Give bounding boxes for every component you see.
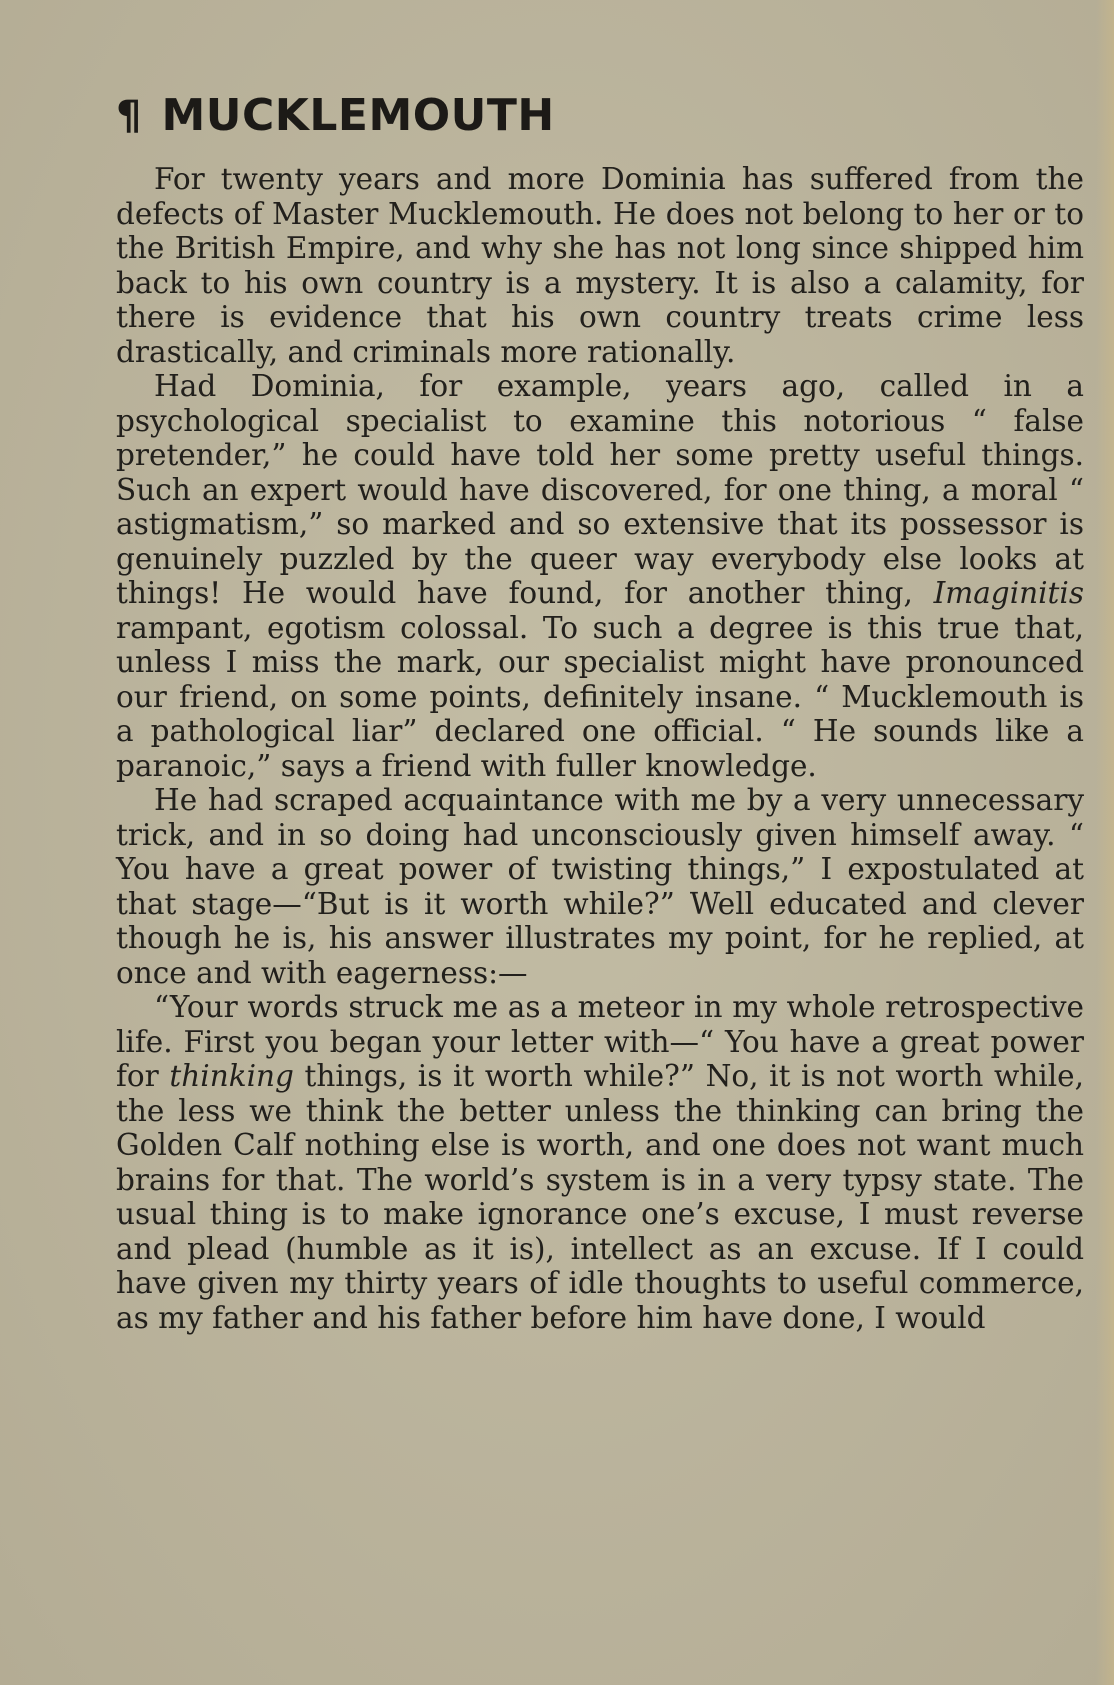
page-edge	[1096, 0, 1114, 1685]
paragraph	[116, 162, 1084, 369]
paragraph	[116, 990, 1084, 1335]
paragraph	[116, 783, 1084, 990]
text-run: For twenty years and more Dominia has suffered from the defects of Master Mucklemouth. He does not belong to her or to the British Empire, and why she has not long since shipped him back to his own country is a mystery. It is also a calamity, for there is evidence that his own country treats crime less drastically, and criminals more rationally.	[116, 162, 1084, 369]
text-run: Had Dominia, for example, years ago, called in a psychological specialist to examine this notorious “ false pretender,” he could have told her some pretty useful things. Such an expert would have discovered, for one thing, a moral “ astigmatism,” so marked and so extensive that its possessor is genuinely puzzled by the queer way everybody else looks at things! He would have found, for another thing,	[116, 369, 1084, 610]
italic-term: Imaginitis	[933, 576, 1084, 610]
italic-term: thinking	[169, 1059, 294, 1093]
text-run: things, is it worth while?” No, it is not worth while, the less we think the better unless the thinking can bring the Golden Calf nothing else is worth, and one does not want much brains for that. The world’s system is in a very typsy state. The usual thing is to make ignorance one’s excuse, I must reverse and plead (humble as it is), intellect as an excuse. If I could have given my thirty years of idle thoughts to useful commerce, as my father and his father before him have done, I would	[116, 1059, 1084, 1335]
body-text	[116, 162, 1084, 1335]
text-run: “Your words struck me as a meteor in my whole retrospective life. First you began your letter with—“ You have a great power for	[116, 990, 1084, 1093]
section-heading	[116, 86, 555, 146]
pilcrow-icon: ¶	[116, 93, 142, 139]
text-run: rampant, egotism colossal. To such a degree is this true that, unless I miss the mark, our specialist might have pronounced our friend, on some points, definitely insane. “ Mucklemouth is a pathological liar” declared one official. “ He sounds like a paranoic,” says a friend with fuller knowledge.	[116, 610, 1084, 783]
text-run: He had scraped acquaintance with me by a very unnecessary trick, and in so doing had unconsciously given himself away. “ You have a great power of twisting things,” I expostulated at that stage—“But is it worth while?” Well educated and clever though he is, his answer illustrates my point, for he replied, at once and with eagerness:—	[116, 783, 1084, 990]
section-title: MUCKLEMOUTH	[161, 90, 555, 141]
paragraph	[116, 369, 1084, 783]
